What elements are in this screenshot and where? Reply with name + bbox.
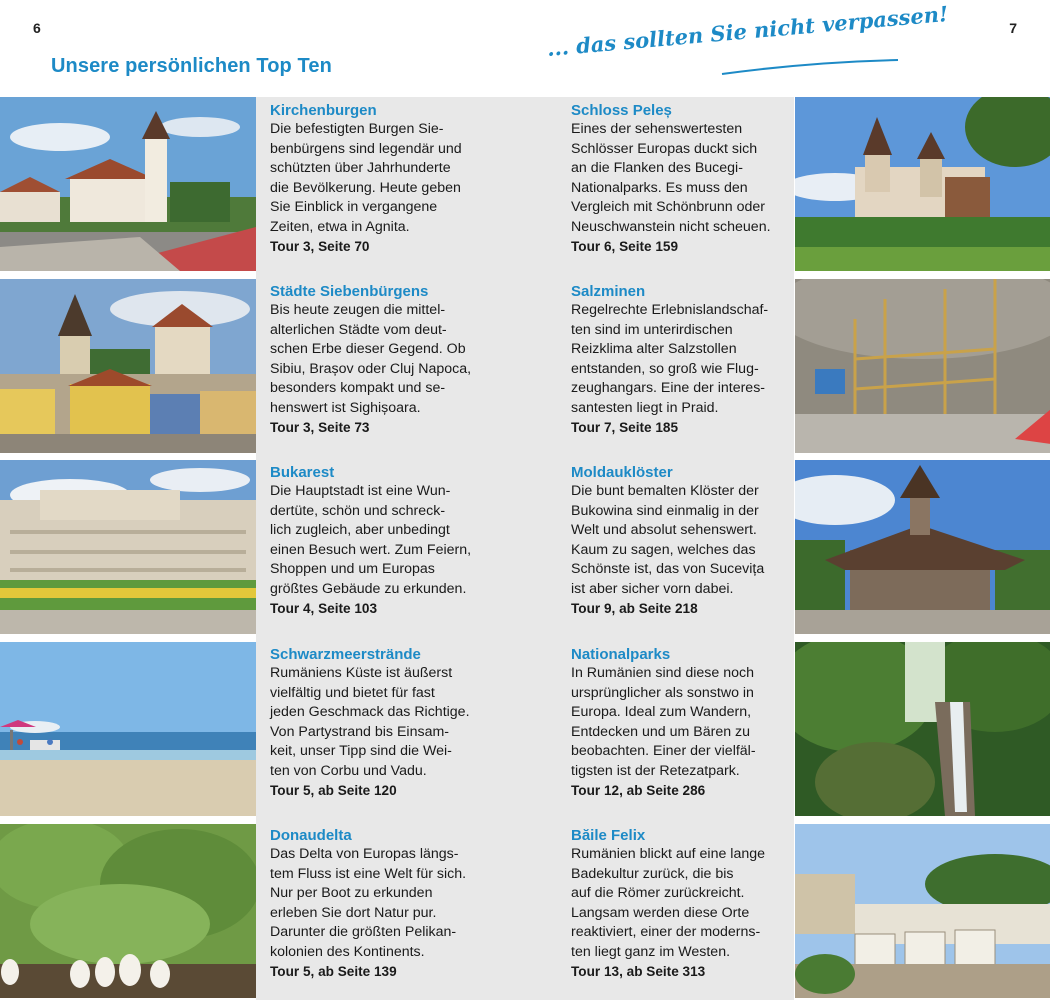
entry-text: Die Hauptstadt ist eine Wun- dertüte, schön und schreck- lich zugleich, aber unbedingt einen Besuch wert. Zum Feiern, Shoppen und um Europas größtes Gebäude zu erkunden.	[270, 483, 472, 597]
entry-title: Nationalparks	[571, 646, 671, 663]
entry-title: Schwarzmeerstrände	[270, 646, 421, 663]
palace-parliament-photo	[0, 460, 256, 634]
entry-title: Moldauklöster	[571, 464, 673, 481]
entry-baile-felix	[571, 826, 793, 982]
entry-tour-reference: Tour 3, Seite 73	[270, 420, 370, 435]
entry-title: Bukarest	[270, 464, 335, 481]
spa-resort-photo	[795, 824, 1050, 998]
entry-salzminen	[571, 282, 793, 438]
entry-tour-reference: Tour 4, Seite 103	[270, 601, 378, 616]
entry-text: Regelrechte Erlebnislandschaf- ten sind im unterirdischen Reizklima alter Salzstollen entstanden, so groß wie Flug- zeughangars. Eine der interes- santesten liegt in Praid.	[571, 302, 769, 416]
entry-title: Schloss Peleș	[571, 102, 672, 119]
entry-kirchenburgen	[270, 101, 492, 257]
entry-text: Rumäniens Küste ist äußerst vielfältig und bietet für fast jeden Geschmack das Richtige. Von Partystrand bis Einsam- keit, unser Tipp sind die Wei- ten von Corbu und Vadu.	[270, 665, 470, 779]
painted-monastery-photo	[795, 460, 1050, 634]
entry-text: Das Delta von Europas längs- tem Fluss ist eine Welt für sich. Nur per Boot zu erkunden erleben Sie dort Natur pur. Darunter die größten Pelikan- kolonien des Kontinents.	[270, 846, 467, 960]
entry-title: Donaudelta	[270, 827, 352, 844]
entry-tour-reference: Tour 3, Seite 70	[270, 239, 370, 254]
entry-tour-reference: Tour 13, ab Seite 313	[571, 964, 706, 979]
entry-text: Die befestigten Burgen Sie- benbürgens sind legendär und schützten über Jahrhunderte die Bevölkerung. Heute geben Sie Einblick in vergangene Zeiten, etwa in Agnita.	[270, 121, 462, 235]
title-swoosh-decoration	[720, 58, 900, 78]
entry-title: Städte Siebenbürgens	[270, 283, 429, 300]
salt-mine-photo	[795, 279, 1050, 453]
entry-tour-reference: Tour 6, Seite 159	[571, 239, 679, 254]
entry-moldaukloester	[571, 463, 793, 619]
entry-title: Băile Felix	[571, 827, 646, 844]
entry-tour-reference: Tour 9, ab Seite 218	[571, 601, 698, 616]
entry-text: Die bunt bemalten Klöster der Bukowina sind einmalig in der Welt und absolut sehenswert. Kaum zu sagen, welches das Schönste ist, das von Sucevița ist aber sicher vorn dabei.	[571, 483, 765, 597]
entry-tour-reference: Tour 5, ab Seite 120	[270, 783, 397, 798]
entry-nationalparks	[571, 645, 793, 801]
entry-tour-reference: Tour 7, Seite 185	[571, 420, 679, 435]
entry-title: Kirchenburgen	[270, 102, 377, 119]
entry-text: Bis heute zeugen die mittel- alterlichen Städte vom deut- schen Erbe dieser Gegend. Ob Sibiu, Brașov oder Cluj Napoca, besonders kompakt und se- henswert ist Sighișoara.	[270, 302, 472, 416]
entry-schwarzmeer	[270, 645, 492, 801]
entry-staedte	[270, 282, 492, 438]
entry-schloss-peles	[571, 101, 793, 257]
pelicans-delta-photo	[0, 824, 256, 998]
fortified-church-photo	[0, 97, 256, 271]
entry-text: Rumänien blickt auf eine lange Badekultur zurück, die bis auf die Römer zurückreicht. Langsam werden diese Orte reaktiviert, einer der moderns- ten liegt ganz im Westen.	[571, 846, 766, 960]
entry-bukarest	[270, 463, 492, 619]
page-title-left: Unsere persönlichen Top Ten	[51, 55, 332, 77]
page-number-left: 6	[33, 20, 41, 36]
entry-donaudelta	[270, 826, 492, 982]
peles-castle-photo	[795, 97, 1050, 271]
entry-text: In Rumänien sind diese noch ursprünglicher als sonstwo in Europa. Ideal zum Wandern, Entdecken und um Bären zu beobachten. Einer der vielfäl- tigsten ist der Retezatpark.	[571, 665, 756, 779]
sighisoara-photo	[0, 279, 256, 453]
entry-tour-reference: Tour 5, ab Seite 139	[270, 964, 397, 979]
entry-title: Salzminen	[571, 283, 646, 300]
black-sea-beach-photo	[0, 642, 256, 816]
page-number-right: 7	[1009, 20, 1017, 36]
entry-tour-reference: Tour 12, ab Seite 286	[571, 783, 706, 798]
entry-text: Eines der sehenswertesten Schlösser Europas duckt sich an die Flanken des Bucegi- Nationalparks. Es muss den Vergleich mit Schönbrunn oder Neuschwanstein nicht scheuen.	[571, 121, 771, 235]
page-title-right: ... das sollten Sie nicht verpassen!	[545, 1, 950, 62]
waterfall-forest-photo	[795, 642, 1050, 816]
